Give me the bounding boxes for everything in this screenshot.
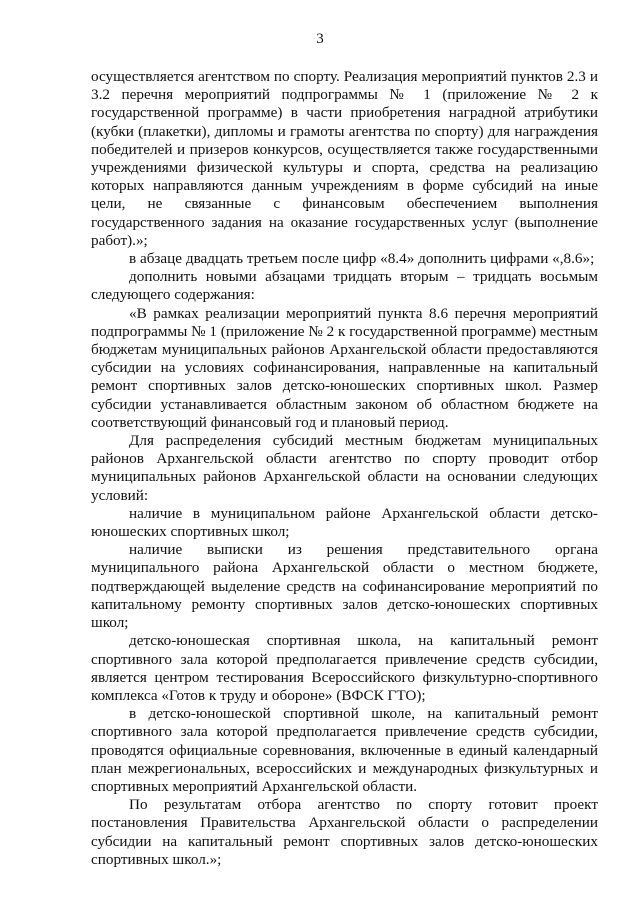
paragraph-subsidy-intro: «В рамках реализации мероприятий пункта 8.6 перечня мероприятий подпрограммы № 1 (приложение № 2 к государственной программе) местным бюджетам муниципальных районов Архангельской области предоставляются субсидии на условиях софинансирования, направленные на капитальный ремонт спортивных залов детско-юношеских спортивных школ. Размер субсидии устанавливается областным законом об областном бюджете на соответствующий финансовый год и плановый период. [91, 304, 598, 431]
paragraph-condition-3: детско-юношеская спортивная школа, на капитальный ремонт спортивного зала которой предполагается привлечение средств субсидии, является центром тестирования Всероссийского физкультурно-спортивного комплекса «Готов к труду и обороне» (ВФСК ГТО); [91, 632, 598, 704]
document-body [91, 68, 598, 869]
page-number: 3 [316, 31, 324, 47]
paragraph-continuation: осуществляется агентством по спорту. Реализация мероприятий пунктов 2.3 и 3.2 перечня мероприятий подпрограммы № 1 (приложение № 2 к государственной программе) в части приобретения наградной атрибутики (кубки (плакетки), дипломы и грамоты агентства по спорту) для награждения победителей и призеров конкурсов, осуществляется также государственными учреждениями физической культуры и спорта, средства на реализацию которых направляются данным учреждениям в форме субсидий на иные цели, не связанные с финансовым обеспечением выполнения государственного задания на оказание государственных услуг (выполнение работ).»; [91, 68, 598, 249]
paragraph-result: По результатам отбора агентство по спорту готовит проект постановления Правительства Архангельской области о распределении субсидии на капитальный ремонт спортивных залов детско-юношеских спортивных школ.»; [91, 796, 598, 868]
paragraph-amendment-23: в абзаце двадцать третьем после цифр «8.4» дополнить цифрами «,8.6»; [129, 250, 595, 268]
paragraph-add-new: дополнить новыми абзацами тридцать вторым – тридцать восьмым следующего содержания: [91, 268, 598, 304]
paragraph-condition-2: наличие выписки из решения представительного органа муниципального района Архангельской области о местном бюджете, подтверждающей выделение средств на софинансирование мероприятий по капитальному ремонту спортивных залов детско-юношеских спортивных школ; [91, 541, 598, 632]
paragraph-condition-1: наличие в муниципальном районе Архангельской области детско-юношеских спортивных школ; [91, 504, 598, 541]
paragraph-condition-4: в детско-юношеской спортивной школе, на капитальный ремонт спортивного зала которой предполагается привлечение средств субсидии, проводятся официальные соревнования, включенные в единый календарный план межрегиональных, всероссийских и международных физкультурных и спортивных мероприятий Архангельской области. [91, 705, 598, 795]
paragraph-selection: Для распределения субсидий местным бюджетам муниципальных районов Архангельской области агентство по спорту проводит отбор муниципальных районов Архангельской области на основании следующих условий: [91, 432, 598, 504]
